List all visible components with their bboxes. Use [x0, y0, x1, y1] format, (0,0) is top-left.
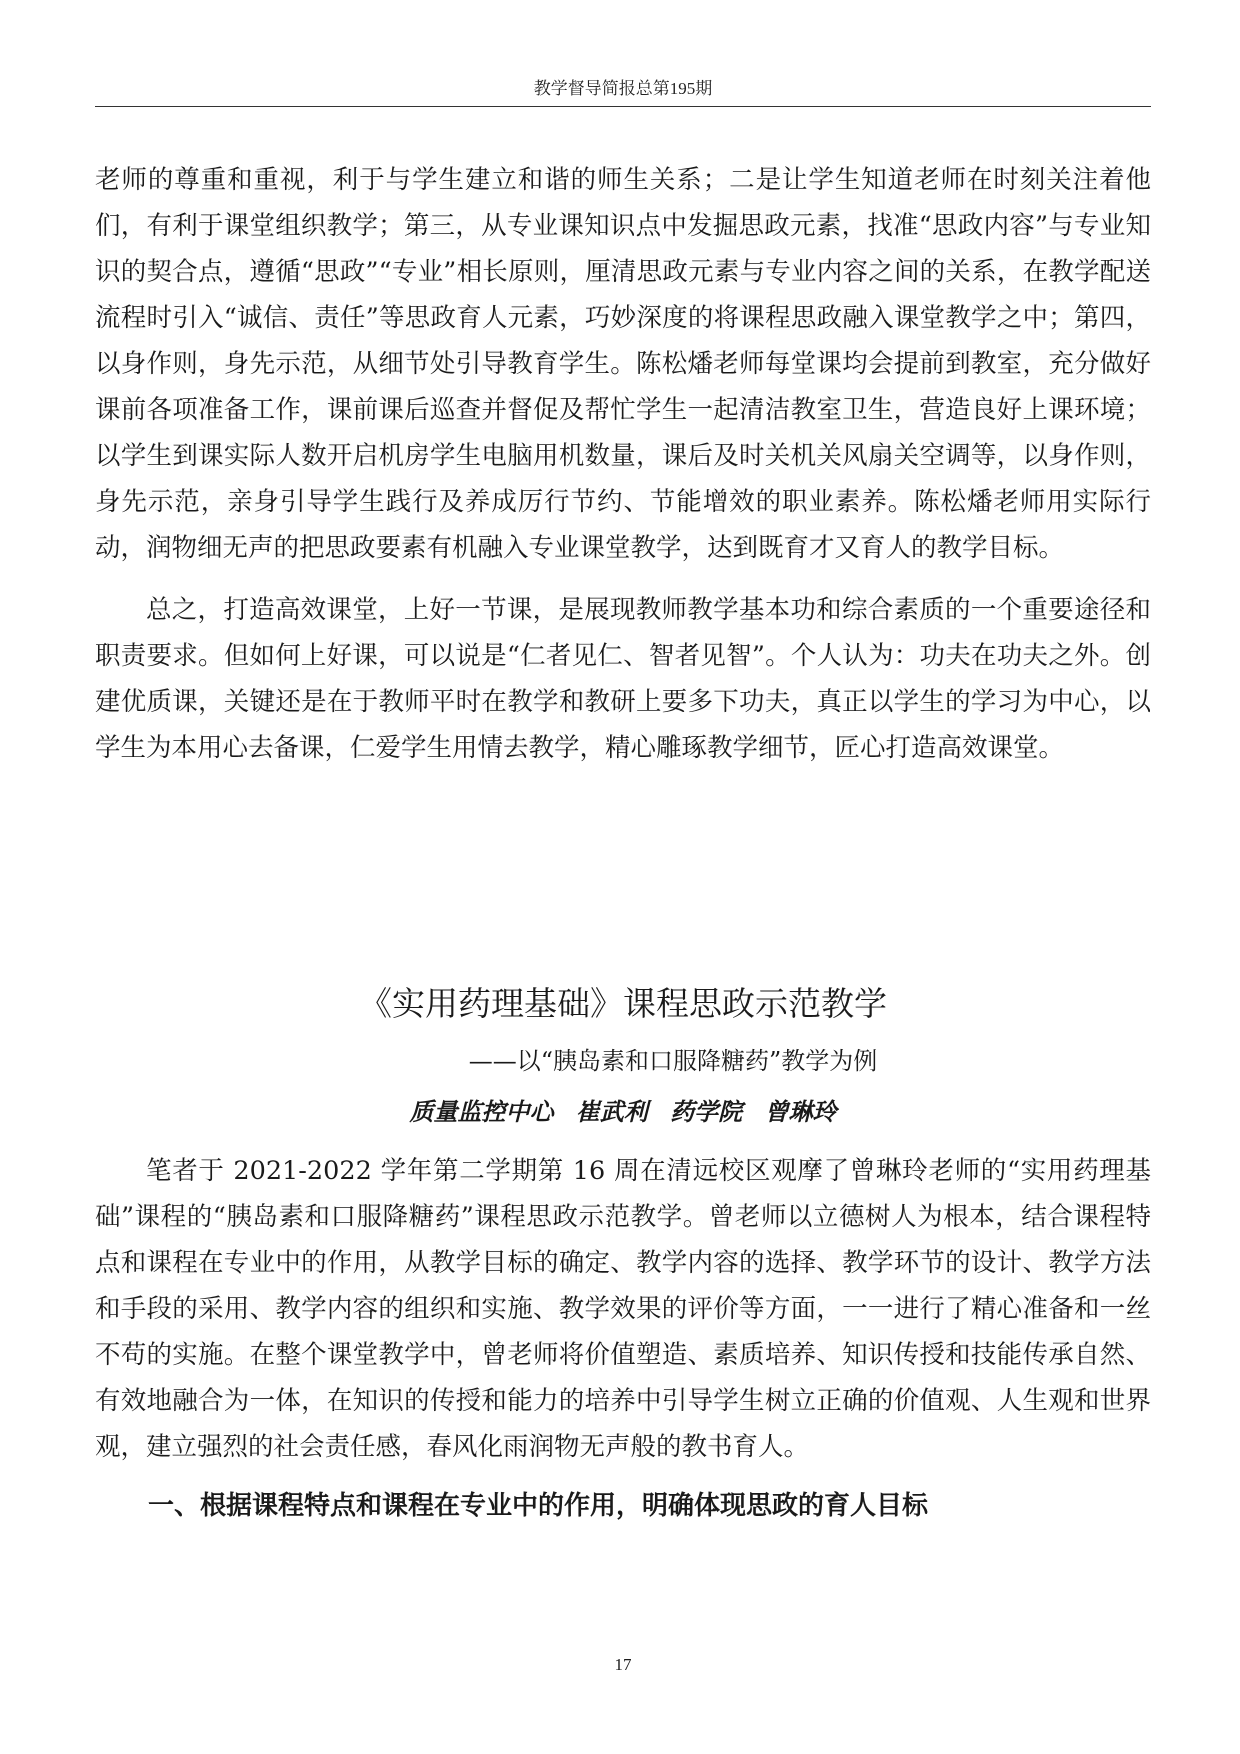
section-heading: 一、根据课程特点和课程在专业中的作用，明确体现思政的育人目标: [148, 1491, 929, 1521]
intro-paragraph: 笔者于 2021-2022 学年第二学期第 16 周在清远校区观摩了曾琳玲老师的“实用药理基础”课程的“胰岛素和口服降糖药”课程思政示范教学。曾老师以立德树人为根本，结合课程特点和课程在专业中的作用，从教学目标的确定、教学内容的选择、教学环节的设计、教学方法和手段的采用、教学内容的组织和实施、教学效果的评价等方面，一一进行了精心准备和一丝不苟的实施。在整个课堂教学中，曾老师将价值塑造、素质培养、知识传授和技能传承自然、有效地融合为一体，在知识的传授和能力的培养中引导学生树立正确的价值观、人生观和世界观，建立强烈的社会责任感，春风化雨润物无声般的教书育人。: [95, 1156, 1151, 1462]
summary-paragraph: 总之，打造高效课堂，上好一节课，是展现教师教学基本功和综合素质的一个重要途径和职责要求。但如何上好课，可以说是“仁者见仁、智者见智”。个人认为：功夫在功夫之外。创建优质课，关键还是在于教师平时在教学和教研上要多下功夫，真正以学生的学习为中心，以学生为本用心去备课，仁爱学生用情去教学，精心雕琢教学细节，匠心打造高效课堂。: [95, 595, 1151, 763]
article-subtitle: ——以“胰岛素和口服降糖药”教学为例: [468, 1047, 878, 1075]
article-title: 《实用药理基础》课程思政示范教学: [359, 984, 887, 1023]
continued-paragraph: 老师的尊重和重视，利于与学生建立和谐的师生关系；二是让学生知道老师在时刻关注着他们，有利于课堂组织教学；第三，从专业课知识点中发掘思政元素，找准“思政内容”与专业知识的契合点，遵循“思政”“专业”相长原则，厘清思政元素与专业内容之间的关系，在教学配送流程时引入“诚信、责任”等思政育人元素，巧妙深度的将课程思政融入课堂教学之中；第四，以身作则，身先示范，从细节处引导教育学生。陈松燔老师每堂课均会提前到教室，充分做好课前各项准备工作，课前课后巡查并督促及帮忙学生一起清洁教室卫生，营造良好上课环境；以学生到课实际人数开启机房学生电脑用机数量，课后及时关机关风扇关空调等，以身作则，身先示范，亲身引导学生践行及养成厉行节约、节能增效的职业素养。陈松燔老师用实际行动，润物细无声的把思政要素有机融入专业课堂教学，达到既育才又育人的教学目标。: [95, 165, 1151, 563]
header-divider: [95, 106, 1151, 107]
running-header: 教学督导简报总第195期: [533, 79, 713, 98]
article-authors: 质量监控中心 崔武利 药学院 曾琳玲: [409, 1097, 837, 1126]
page-number: 17: [614, 1655, 632, 1674]
